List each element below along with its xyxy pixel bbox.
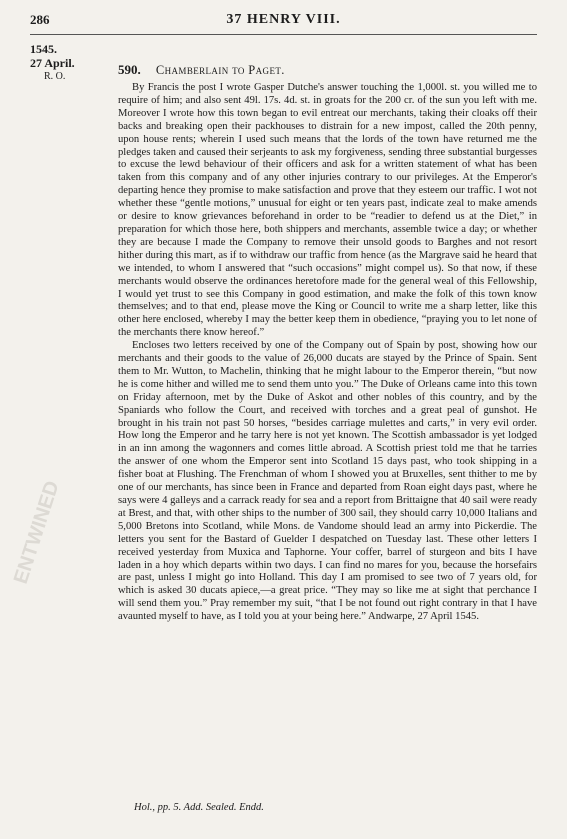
body-paragraph: Encloses two letters received by one of the Company out of Spain by post, showing how our merchants and their goods to the value of 26,000 ducats are stayed by the Prince of Spain. Sent them to Mr. Wutton, to Machelin, thinking that he might labour to the Emperor therein, “but now he is come hither and willed me to send them unto you.” The Duke of Orleans came into this town on Friday afternoon, met by the Duke of Askot and other nobles of this country, and by the Spaniards who follow the Court, and received with torches and a great peal of gunshot. He brought in his train not past 50 horses, “besides carriage mulettes and carts,” in very evil order. How long the Emperor and he tarry here is not yet known. The Scottish ambassador is yet lodged in an inn among the wagonners and comes little abroad. A Scottish priest told me that he tarries the answer of one whom the Emperor sent into Scotland 15 days past, who took shipping in a fisher boat at Flushing. The Frenchman of whom I showed you at Bruxelles, sent thither to me by one of our merchants, has since been in France and departed from Roan eight days past, where he says were 4 galleys and a carrack ready for sea and a report from Brittaigne that 40 sail were ready at Brest, and that, with other ships to the number of 300 sail, they should carry 10,000 Italians and 5,000 Bretons into Scotland, while Mons. de Vandome should lead an army into Pickerdie. The letters you sent for the Bastard of Guelder I despatched on Tuesday last. These other letters I received yesterday from Muxica and Taphorne. Your coffer, barrel of sturgeon and bits I have laden in a hoy which departs within two days. I can find no mares for you, because the horsefairs are past, unless I might go into Holland. This day I am promised to see two of 7 years old, for which is asked 30 ducats apiece,—a great price. “They may so like me at sight that perchance I will send them you.” Pray remember my suit, “that I be not found out right contrary in that I have avaunted myself to have, as I told you at your being here.” Andwarpe, 27 April 1545. [118,340,537,623]
body-paragraph: By Francis the post I wrote Gasper Dutche's answer touching the 1,000l. st. you willed me to require of him; and also sent 49l. 17s. 4d. st. in groats for the 200 cr. of the sun you left with me. Moreover I wrote how this town began to evil entreat our merchants, taking their cloaks off their backs and breaking open their packhouses to distrain for a new impost, called the 20th penny, upon house rents; wherein I used such means that the lords of the town have returned me the pledges taken and caused their serjeants to ask my forgiveness, sending three substantial burgesses to excuse the lewd behaviour of their officers and ask for a written statement of what has been taken from this company and of any other injuries contrary to our privileges. At the Emperor's departing hence they promise to make satisfaction and prove that they esteem our traffic. I wot not whether these “gentle motions,” unusual for eight or ten years past, indicate zeal to make amends or desire to know grievances beforehand in order to be “readier to defend us at the Diet,” in preparation for which those here, both shippers and merchants, assemble twice a day; or whether they are because I made the Company to remove their unsold goods to Barghes and not resort hither during this mart, as if to withdraw our traffic from hence (as the Margrave said he heard that we intended, to whom I answered that “such occasions” might compel us). So that now, if these merchants would observe the ordinances heretofore made for the general weal of this Fellowship, I would yet trust to see this Company in good estimation, and make the folk of this town know themselves; and to that end, please move the King or Council to write me a sharp letter, like this other here enclosed, whereby I may the better keep them in obedience, “praying you to let none of the merchants there know hereof.” [118,82,537,339]
watermark-stamp [4,360,64,590]
margin-source: R. O. [44,71,66,82]
header-rule [30,34,537,35]
margin-date: 27 April. [30,56,75,70]
margin-notes [30,42,108,84]
margin-year: 1545. [30,42,57,56]
page-header [30,12,537,32]
running-head: 37 HENRY VIII. [226,12,341,27]
page-number: 286 [30,12,50,27]
watermark-text: ENTWINED [9,478,64,587]
document-title: Chamberlain to Paget. [155,63,285,77]
document-heading [118,62,285,78]
document-body [118,82,537,624]
document-number: 590. [118,62,141,77]
document-footnote: Hol., pp. 5. Add. Sealed. Endd. [134,802,264,813]
